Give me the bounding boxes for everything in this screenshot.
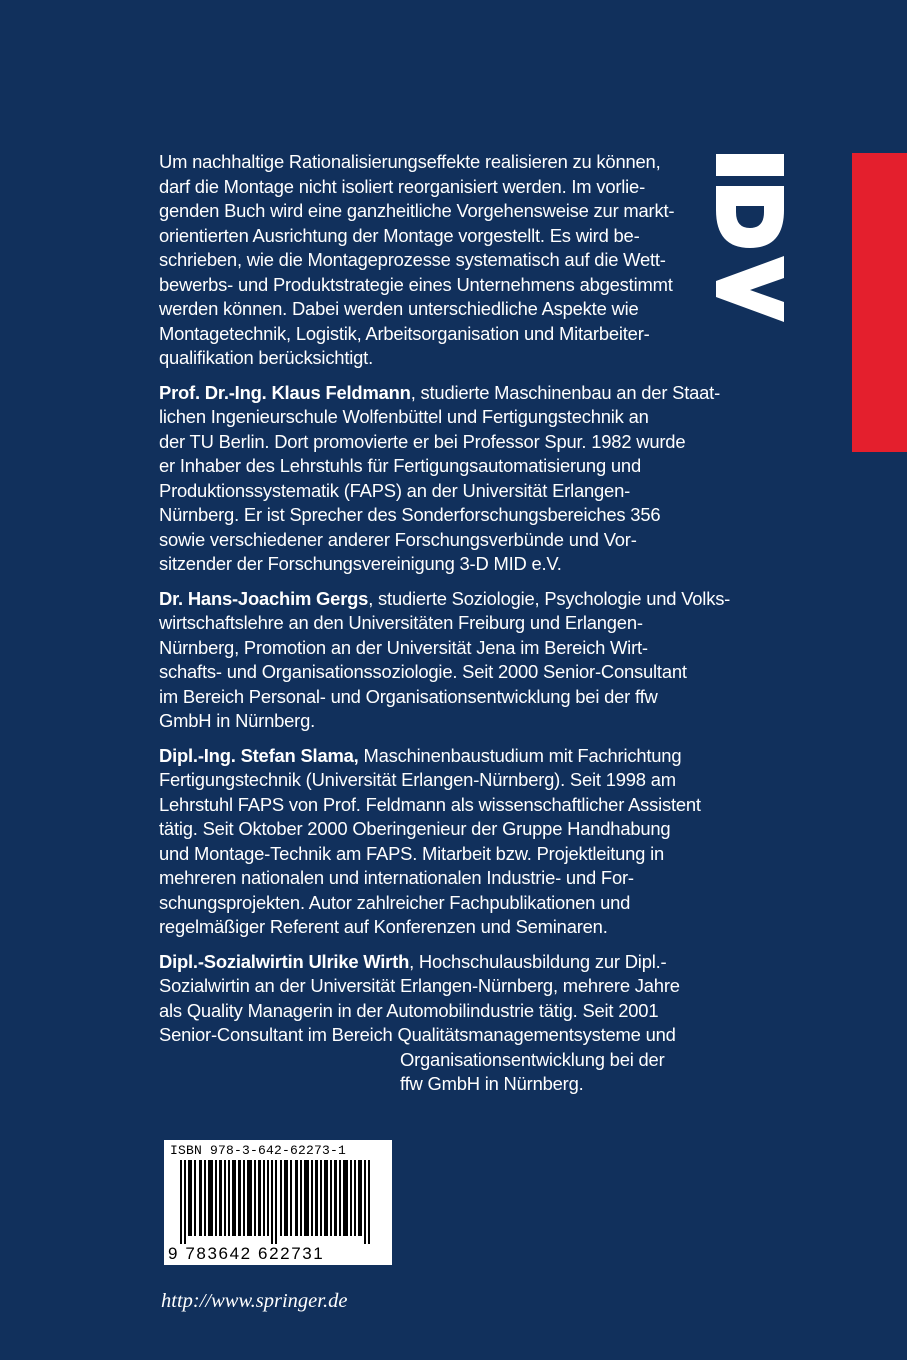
bio-line: Nürnberg. Er ist Sprecher des Sonderforschungsbereiches 356 (159, 504, 661, 525)
bio-line: der TU Berlin. Dort promovierte er bei Professor Spur. 1982 wurde (159, 430, 686, 452)
bio-line: Maschinenbaustudium mit Fachrichtung (358, 744, 682, 766)
blurb-line: darf die Montage nicht isoliert reorganisiert werden. Im vorlie- (159, 175, 646, 197)
blurb-paragraph (159, 150, 699, 371)
author-name: Dr. Hans-Joachim Gergs (159, 587, 369, 609)
author-bio-wirth (159, 950, 699, 1097)
bio-line: und Montage-Technik am FAPS. Mitarbeit bzw. Projektleitung in (159, 842, 665, 864)
bio-line: sitzender der Forschungsvereinigung 3-D MID e.V. (159, 553, 562, 574)
author-name: Dipl.-Ing. Stefan Slama, (159, 744, 359, 766)
red-accent-bar (852, 153, 907, 452)
bio-line: Produktionssystematik (FAPS) an der Universität Erlangen- (159, 479, 631, 501)
blurb-line: qualifikation berücksichtigt. (159, 347, 373, 368)
bio-line: Nürnberg, Promotion an der Universität Jena im Bereich Wirt- (159, 636, 648, 658)
blurb-line: orientierten Ausrichtung der Montage vorgestellt. Es wird be- (159, 224, 640, 246)
bio-line: schafts- und Organisationssoziologie. Seit 2000 Senior-Consultant (159, 661, 687, 682)
bio-line: Senior-Consultant im Bereich Qualitätsmanagementsysteme und (159, 1024, 676, 1045)
barcode-bars (170, 1160, 386, 1244)
bio-line: sowie verschiedener anderer Forschungsverbünde und Vor- (159, 528, 637, 550)
bio-line: im Bereich Personal- und Organisationsentwicklung bei der ffw (159, 685, 658, 707)
isbn-barcode (164, 1140, 392, 1265)
bio-line: schungsprojekten. Autor zahlreicher Fachpublikationen und (159, 891, 631, 913)
bio-line: GmbH in Nürnberg. (159, 710, 316, 731)
blurb-line: genden Buch wird eine ganzheitliche Vorgehensweise zur markt- (159, 200, 675, 221)
author-name: Dipl.-Sozialwirtin Ulrike Wirth (159, 950, 410, 972)
back-cover-text (159, 150, 731, 1107)
bio-line: ffw GmbH in Nürnberg. (400, 1073, 584, 1094)
bio-line: er Inhaber des Lehrstuhls für Fertigungsautomatisierung und (159, 455, 641, 476)
publisher-url[interactable]: http://www.springer.de (161, 1290, 348, 1312)
isbn-text: ISBN 978-3-642-62273-1 (170, 1143, 347, 1158)
bio-line: als Quality Managerin in der Automobilindustrie tätig. Seit 2001 (159, 999, 659, 1021)
vdi-logo-icon (714, 152, 786, 324)
bio-line: regelmäßiger Referent auf Konferenzen und Seminaren. (159, 916, 608, 937)
blurb-line: schrieben, wie die Montageprozesse systematisch auf die Wett- (159, 249, 666, 270)
author-bio-slama (159, 744, 699, 940)
bio-line: mehreren nationalen und internationalen Industrie- und For- (159, 867, 634, 888)
blurb-line: Montagetechnik, Logistik, Arbeitsorganisation und Mitarbeiter- (159, 322, 650, 344)
bio-line: tätig. Seit Oktober 2000 Oberingenieur der Gruppe Handhabung (159, 818, 671, 839)
author-bio-feldmann (159, 381, 721, 577)
bio-line: , studierte Maschinenbau an der Staat- (410, 381, 721, 403)
bio-line: Lehrstuhl FAPS von Prof. Feldmann als wissenschaftlicher Assistent (159, 793, 701, 815)
author-bio-gergs (159, 587, 731, 734)
blurb-line: Um nachhaltige Rationalisierungseffekte realisieren zu können, (159, 151, 661, 172)
bio-line: wirtschaftslehre an den Universitäten Freiburg und Erlangen- (159, 612, 643, 633)
bio-line: , Hochschulausbildung zur Dipl.- (409, 950, 667, 972)
bio-line: Fertigungstechnik (Universität Erlangen-Nürnberg). Seit 1998 am (159, 769, 676, 790)
author-name: Prof. Dr.-Ing. Klaus Feldmann (159, 381, 411, 403)
ean-digits: 9 783642 622731 (168, 1244, 325, 1263)
bio-line: Organisationsentwicklung bei der (400, 1048, 665, 1070)
bio-line: lichen Ingenieurschule Wolfenbüttel und Fertigungstechnik an (159, 406, 649, 427)
blurb-line: bewerbs- und Produktstrategie eines Unternehmens abgestimmt (159, 273, 673, 295)
bio-line: Sozialwirtin an der Universität Erlangen-Nürnberg, mehrere Jahre (159, 975, 680, 996)
bio-line: , studierte Soziologie, Psychologie und Volks- (368, 587, 731, 609)
blurb-line: werden können. Dabei werden unterschiedliche Aspekte wie (159, 298, 639, 319)
